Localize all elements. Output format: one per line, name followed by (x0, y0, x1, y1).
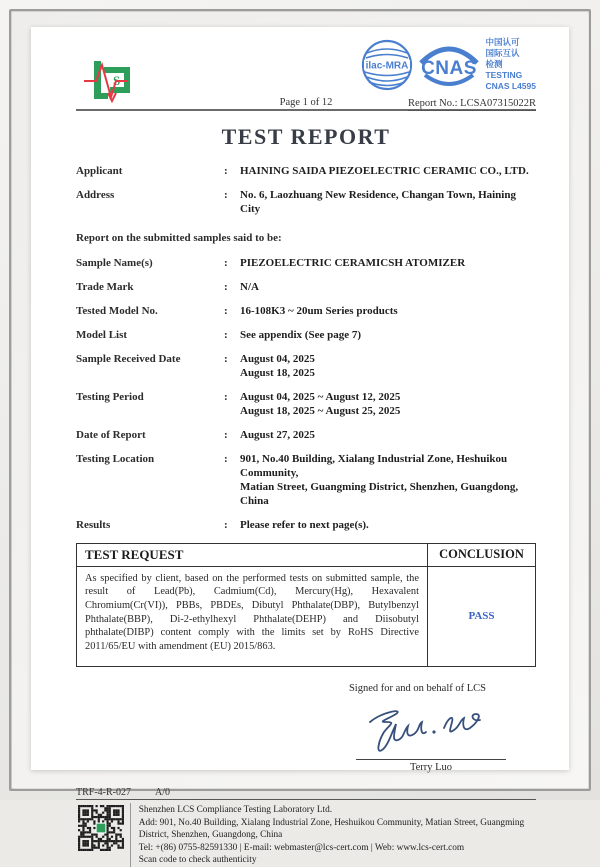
field-colon: : (224, 304, 240, 318)
signature-block (76, 683, 536, 773)
text-line: TESTING (485, 70, 536, 81)
text-line: CNAS L4595 (485, 81, 536, 92)
field-label: Sample Received Date (76, 352, 224, 381)
field-row (76, 518, 536, 532)
field-value: 901, No.40 Building, Xialang Industrial Zone, Heshuikou Community, Matian Street, Guangming District, Shenzhen, Guangdong, China (240, 452, 536, 509)
form-revision: A/0 (155, 787, 170, 798)
field-row (76, 164, 536, 178)
field-label: Tested Model No. (76, 304, 224, 318)
field-value: PIEZOELECTRIC CERAMICSH ATOMIZER (240, 256, 536, 270)
field-value: No. 6, Laozhuang New Residence, Changan Town, Haining City (240, 188, 536, 217)
field-value: HAINING SAIDA PIEZOELECTRIC CERAMIC CO., LTD. (240, 164, 536, 178)
text-line: 国际互认 (485, 48, 536, 59)
field-row (76, 452, 536, 509)
field-row (76, 304, 536, 318)
lab-contact-block (139, 803, 536, 867)
svg-text:CNAS: CNAS (422, 58, 478, 79)
field-row (76, 256, 536, 270)
lab-company-name: Shenzhen LCS Compliance Testing Laboratory Ltd. (139, 804, 536, 817)
field-label: Trade Mark (76, 280, 224, 294)
field-value: See appendix (See page 7) (240, 328, 536, 342)
report-footer (76, 787, 536, 867)
signed-for-text: Signed for and on behalf of LCS (349, 683, 486, 694)
field-colon: : (224, 280, 240, 294)
field-row (76, 352, 536, 381)
lcs-logo-icon (84, 55, 146, 110)
lab-address: Add: 901, No.40 Building, Xialang Industrial Zone, Heshuikou Community, Matian Street, Guangming District, Shenzhen, Guangdong, China (139, 817, 536, 842)
field-value: N/A (240, 280, 536, 294)
field-label: Sample Name(s) (76, 256, 224, 270)
field-row (76, 280, 536, 294)
footer-divider (130, 803, 131, 867)
conclusion-value: PASS (428, 566, 536, 666)
lab-contact: Tel: +(86) 0755-82591330 | E-mail: webmaster@lcs-cert.com | Web: www.lcs-cert.com (139, 842, 536, 855)
field-colon: : (224, 518, 240, 532)
svg-text:S: S (113, 73, 120, 88)
field-row (76, 428, 536, 442)
field-value: 16-108K3 ~ 20um Series products (240, 304, 536, 318)
form-number-line (76, 787, 536, 800)
text-line: 中国认可 (485, 37, 536, 48)
field-value: August 04, 2025 ~ August 12, 2025 August 18, 2025 ~ August 25, 2025 (240, 390, 536, 419)
field-colon: : (224, 328, 240, 342)
field-label: Address (76, 188, 224, 217)
signature-scrawl-icon (356, 702, 496, 759)
field-label: Model List (76, 328, 224, 342)
field-row (76, 390, 536, 419)
report-header (76, 49, 536, 111)
page-number: Page 1 of 12 (280, 97, 333, 108)
field-label: Testing Period (76, 390, 224, 419)
field-row (76, 188, 536, 217)
field-colon: : (224, 188, 240, 217)
test-request-body: As specified by client, based on the performed tests on submitted sample, the result of Lead(Pb), Cadmium(Cd), Mercury(Hg), Hexavalent Chromium(Cr(VI)), PBBs, PBDEs, Dibutyl Phthalate(DBP), Butylbenzyl Phthalate(BBP), Di-2-ethylhexyl Phthalate(DEHP) and Diisobutyl phthalate(DIBP) content comply with the limits set by RoHS Directive 2011/65/EU with amendment (EU) 2015/863. (77, 566, 428, 666)
applicant-fields (76, 164, 536, 216)
field-colon: : (224, 256, 240, 270)
form-number: TRF-4-R-027 (76, 787, 131, 798)
cnas-accreditation-text (485, 37, 536, 92)
field-value: August 04, 2025 August 18, 2025 (240, 352, 536, 381)
test-request-header: TEST REQUEST (77, 543, 428, 566)
field-label: Results (76, 518, 224, 532)
field-value: Please refer to next page(s). (240, 518, 536, 532)
field-value: August 27, 2025 (240, 428, 536, 442)
field-row (76, 328, 536, 342)
svg-text:ilac-MRA: ilac-MRA (366, 60, 409, 71)
cnas-logo-icon (417, 41, 481, 89)
sample-fields (76, 256, 536, 532)
conclusion-header: CONCLUSION (428, 543, 536, 566)
ilac-mra-seal-icon (361, 39, 413, 91)
signer-name: Terry Luo (356, 759, 506, 773)
qr-scan-note: Scan code to check authenticity (139, 854, 536, 867)
field-colon: : (224, 390, 240, 419)
field-colon: : (224, 452, 240, 509)
field-label: Testing Location (76, 452, 224, 509)
document-page (31, 27, 569, 770)
accreditation-seals (361, 37, 536, 92)
samples-note: Report on the submitted samples said to be: (76, 232, 536, 244)
text-line: 检测 (485, 59, 536, 70)
qr-code (76, 803, 130, 856)
field-colon: : (224, 428, 240, 442)
report-number: Report No.: LCSA07315022R (408, 98, 536, 111)
field-label: Date of Report (76, 428, 224, 442)
field-label: Applicant (76, 164, 224, 178)
field-colon: : (224, 164, 240, 178)
report-title: TEST REPORT (76, 124, 536, 150)
test-request-table (76, 543, 536, 667)
field-colon: : (224, 352, 240, 381)
